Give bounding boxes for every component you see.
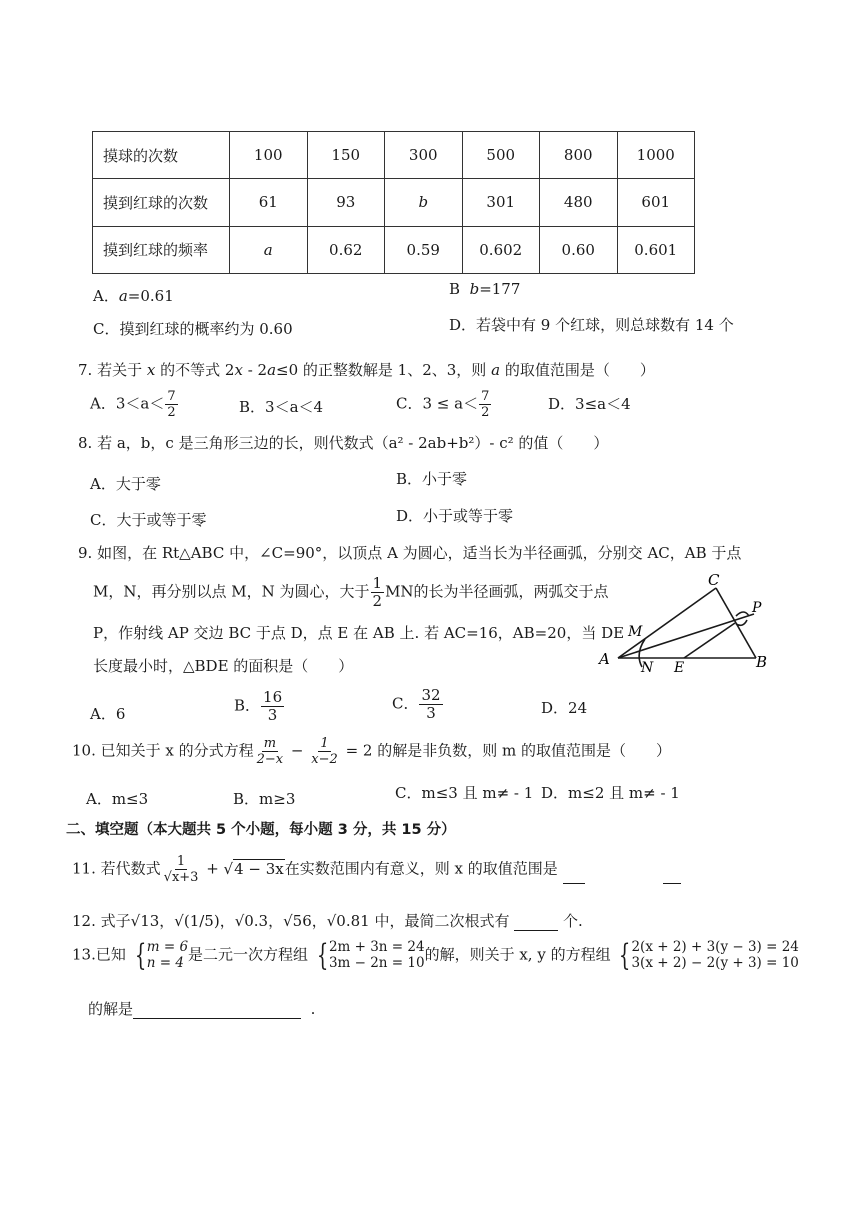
- fraction: [309, 737, 340, 766]
- q9-option-b: [234, 690, 285, 723]
- brace-row: 2m + 3n = 24: [328, 939, 425, 955]
- label-b: B: [756, 653, 768, 671]
- answer-blank[interactable]: [133, 1018, 301, 1019]
- q10-option-c: C．m≤3 且 m≠ - 1: [395, 784, 534, 802]
- table-row: [93, 132, 695, 179]
- label-e: E: [674, 660, 685, 676]
- brace-row: 3(x + 2) − 2(y + 3) = 10: [631, 954, 799, 971]
- label-m: M: [628, 624, 643, 640]
- plus-sign: +: [201, 859, 224, 878]
- table-cell: 500: [462, 132, 540, 179]
- q7-option-b: B．3＜a＜4: [239, 398, 324, 416]
- label-c: C: [708, 571, 720, 589]
- brace-row: 3m − 2n = 10: [328, 954, 425, 971]
- option-text: =177: [479, 280, 521, 298]
- q7-stem: 7. 若关于 x 的不等式 2x - 2a≤0 的正整数解是 1、2、3，则 a 的取值范围是（ ）: [78, 361, 655, 379]
- question-number: 9.: [78, 544, 93, 562]
- brace-row: 2(x + 2) + 3(y − 3) = 24: [631, 939, 799, 955]
- arc-p-2: [736, 620, 747, 625]
- stem-text: 已知关于 x 的分式方程: [100, 741, 254, 760]
- table-cell: 摸到红球的次数: [93, 179, 230, 226]
- stem-text: .: [310, 1000, 316, 1018]
- table-row: [93, 226, 695, 273]
- frac-den: 2−x: [256, 752, 284, 767]
- q7-option-a: [90, 390, 179, 419]
- table-cell: 61: [230, 179, 308, 226]
- fraction: [479, 390, 491, 419]
- table-cell: 800: [540, 132, 618, 179]
- frac-num: 7: [481, 389, 490, 404]
- table-cell: 摸到红球的频率: [93, 226, 230, 273]
- frequency-table: [92, 131, 695, 274]
- table-cell: 480: [540, 179, 618, 226]
- stem-text: 已知: [95, 945, 126, 964]
- question-number: 7.: [78, 361, 93, 379]
- frac-num: m: [263, 736, 277, 751]
- frac-den: 2: [167, 405, 176, 420]
- table-cell: 1000: [617, 132, 695, 179]
- q9-option-a: A．6: [90, 705, 126, 723]
- question-number: 11.: [72, 859, 96, 878]
- stem-text: M，N，再分别以点 M，N 为圆心，大于: [93, 582, 370, 601]
- frac-num: 7: [167, 389, 176, 404]
- q11-stem: [72, 855, 681, 884]
- q8-stem: [78, 432, 608, 453]
- stem-text: 的不等式 2: [160, 361, 235, 379]
- table-row: [93, 179, 695, 226]
- label-p: P: [752, 600, 762, 616]
- frac-den: 3: [267, 706, 278, 724]
- table-cell: 摸球的次数: [93, 132, 230, 179]
- question-number: 10.: [72, 741, 96, 760]
- q10-option-d: D．m≤2 且 m≠ - 1: [541, 784, 680, 802]
- q13-stem: [72, 937, 799, 973]
- stem-text: MN的长为半径画弧，两弧交于点: [385, 582, 609, 601]
- frac-den: 3: [426, 704, 436, 722]
- sqrt-expression: √4 − 3x: [223, 859, 284, 878]
- solution-brace: { m = 6 n = 4: [134, 937, 189, 973]
- q9-option-d: D．24: [541, 699, 588, 717]
- table-cell: 93: [307, 179, 385, 226]
- q9-line-4: 长度最小时，△BDE 的面积是（ ）: [93, 657, 354, 675]
- q6-option-a: [93, 285, 174, 306]
- q7-option-c: [396, 390, 492, 419]
- q9-line-3: P，作射线 AP 交边 BC 于点 D，点 E 在 AB 上. 若 AC=16，AB=20，当 DE: [93, 624, 625, 642]
- option-text: C．3 ≤ a＜: [396, 394, 479, 413]
- frac-den: 2: [481, 405, 490, 420]
- stem-text: 的解是: [88, 1000, 134, 1018]
- answer-blank[interactable]: [563, 883, 585, 884]
- q9-line-2: [93, 576, 609, 609]
- table-cell: 0.602: [462, 226, 540, 273]
- table-cell: 150: [307, 132, 385, 179]
- stem-text: 若代数式: [100, 859, 161, 878]
- question-number: 12.: [72, 912, 96, 930]
- stem-text: - 2: [242, 361, 268, 379]
- fraction: [261, 690, 284, 723]
- q6-option-c: C．摸到红球的概率约为 0.60: [93, 320, 293, 338]
- table-cell: 300: [385, 132, 463, 179]
- frac-num: 1: [372, 574, 383, 592]
- q8-option-b: B．小于零: [396, 470, 468, 488]
- q10-stem: [72, 737, 671, 766]
- stem-text: 在实数范围内有意义，则 x 的取值范围是: [284, 859, 558, 878]
- q9-option-c: [392, 688, 444, 721]
- table-cell: 601: [617, 179, 695, 226]
- stem-text: 若 a，b，c 是三角形三边的长，则代数式（a² - 2ab+b²）- c² 的值（ ）: [97, 434, 609, 452]
- option-label: A．: [93, 287, 119, 305]
- system-brace: { 2m + 3n = 24 3m − 2n = 10: [316, 937, 425, 973]
- frac-den: x−2: [311, 752, 338, 767]
- frac-num: 16: [263, 688, 283, 706]
- q13-answer-line: [88, 998, 315, 1019]
- q6-option-d: D．若袋中有 9 个红球，则总球数有 14 个: [449, 316, 734, 334]
- fraction: [419, 688, 442, 721]
- arc-p: [736, 612, 749, 616]
- segment-ac: [618, 588, 716, 658]
- question-number: 8.: [78, 434, 93, 452]
- table-cell: 0.601: [617, 226, 695, 273]
- question-number: 13.: [72, 945, 96, 964]
- table-cell: 100: [230, 132, 308, 179]
- segment-bc: [716, 588, 756, 658]
- option-var: b: [469, 280, 480, 298]
- label-n: N: [641, 660, 654, 676]
- option-text: A．3＜a＜: [90, 394, 165, 413]
- stem-text: 的解，则关于 x, y 的方程组: [424, 945, 611, 964]
- q8-option-a: A．大于零: [90, 475, 161, 493]
- q8-option-c: C．大于或等于零: [90, 511, 207, 529]
- system-brace-2: { 2(x + 2) + 3(y − 3) = 24 3(x + 2) − 2(y + 3) = 10: [619, 937, 799, 973]
- radicand: 4 − 3x: [234, 859, 284, 878]
- stem-text: 是二元一次方程组: [188, 945, 309, 964]
- stem-text: 如图，在 Rt△ABC 中，∠C=90°，以顶点 A 为圆心，适当长为半径画弧，分别交 AC，AB 于点: [97, 544, 742, 562]
- option-text: =0.61: [127, 287, 174, 305]
- q10-option-a: A．m≤3: [86, 790, 149, 808]
- table-cell: 0.62: [307, 226, 385, 273]
- frac-den: 2: [372, 592, 383, 610]
- stem-text: = 2 的解是非负数，则 m 的取值范围是（ ）: [345, 741, 671, 760]
- table-cell: a: [230, 226, 308, 273]
- fraction: [162, 855, 201, 884]
- section-heading: 二、填空题（本大题共 5 个小题，每小题 3 分，共 15 分）: [66, 822, 456, 838]
- table-cell: 0.60: [540, 226, 618, 273]
- fraction: [371, 576, 385, 609]
- option-text: C．: [392, 694, 419, 713]
- q7-option-d: D．3≤a＜4: [548, 395, 631, 413]
- fraction: [255, 737, 286, 766]
- brace-row: n = 4: [146, 954, 184, 971]
- stem-text: 的取值范围是（ ）: [504, 361, 655, 379]
- label-a: A: [599, 650, 610, 668]
- table-cell: b: [385, 179, 463, 226]
- table-cell: 0.59: [385, 226, 463, 273]
- answer-blank-end[interactable]: [663, 883, 681, 884]
- stem-text: 式子√13，√(1/5)，√0.3，√56，√0.81 中，最简二次根式有: [100, 912, 510, 930]
- brace-row: m = 6: [146, 939, 189, 955]
- option-var: a: [118, 287, 128, 305]
- frac-num: 1: [320, 736, 329, 751]
- fraction: [165, 390, 177, 419]
- q10-option-b: B．m≥3: [233, 790, 296, 808]
- option-label: B: [449, 280, 461, 298]
- triangle-figure: [596, 570, 776, 680]
- stem-text: 若关于: [97, 361, 143, 379]
- q8-option-d: D．小于或等于零: [396, 507, 514, 525]
- minus-sign: −: [290, 741, 304, 760]
- frac-den: √x+3: [163, 870, 199, 885]
- stem-text: 个.: [563, 912, 583, 930]
- stem-text: ≤0 的正整数解是 1、2、3，则: [276, 361, 487, 379]
- q6-option-b: [449, 280, 520, 298]
- table-cell: 301: [462, 179, 540, 226]
- option-text: B．: [234, 696, 261, 715]
- answer-blank[interactable]: [514, 930, 558, 931]
- frac-num: 32: [421, 686, 441, 704]
- q12-stem: [72, 910, 583, 931]
- q9-line-1: [78, 542, 741, 563]
- frac-num: 1: [176, 854, 186, 869]
